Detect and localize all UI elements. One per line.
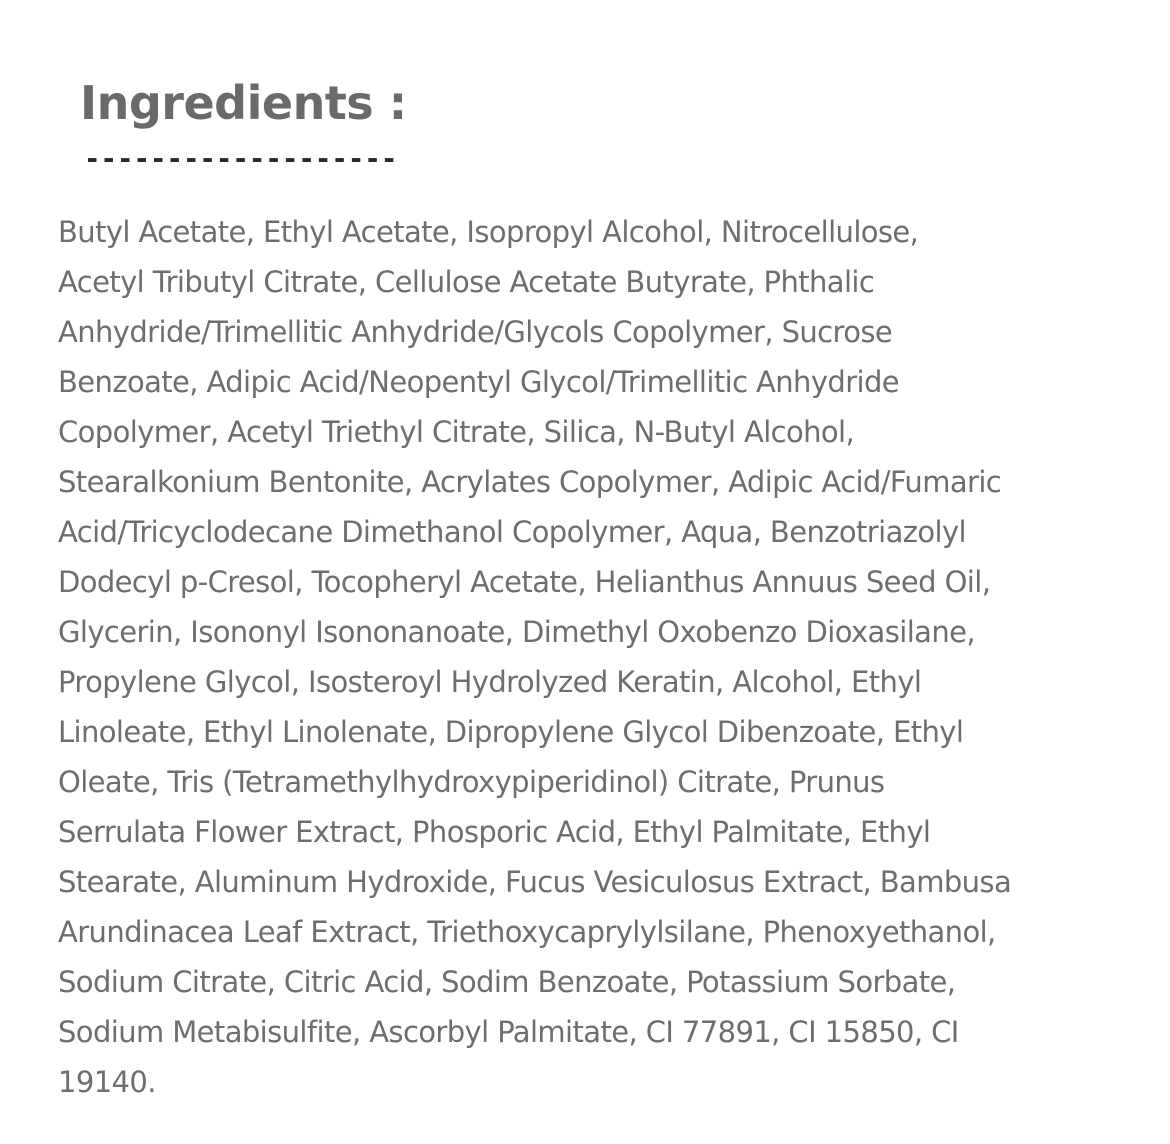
- ingredients-line: Arundinacea Leaf Extract, Triethoxycaprylylsilane, Phenoxyethanol,: [58, 915, 996, 949]
- ingredients-line: Benzoate, Adipic Acid/Neopentyl Glycol/Trimellitic Anhydride: [58, 365, 900, 399]
- ingredients-line: Oleate, Tris (Tetramethylhydroxypiperidinol) Citrate, Prunus: [58, 765, 885, 799]
- ingredients-heading: Ingredients :: [80, 76, 407, 130]
- ingredients-line: Anhydride/Trimellitic Anhydride/Glycols Copolymer, Sucrose: [58, 315, 893, 349]
- ingredients-line: Stearalkonium Bentonite, Acrylates Copolymer, Adipic Acid/Fumaric: [58, 465, 1002, 499]
- ingredients-line: Butyl Acetate, Ethyl Acetate, Isopropyl Alcohol, Nitrocellulose,: [58, 215, 919, 249]
- ingredients-line: Propylene Glycol, Isosteroyl Hydrolyzed Keratin, Alcohol, Ethyl: [58, 665, 922, 699]
- ingredients-line: Copolymer, Acetyl Triethyl Citrate, Silica, N-Butyl Alcohol,: [58, 415, 855, 449]
- ingredients-line: Glycerin, Isononyl Isononanoate, Dimethyl Oxobenzo Dioxasilane,: [58, 615, 975, 649]
- ingredients-line: Acid/Tricyclodecane Dimethanol Copolymer, Aqua, Benzotriazolyl: [58, 515, 966, 549]
- heading-dashed-underline: -------------------: [84, 144, 398, 175]
- ingredients-line: Stearate, Aluminum Hydroxide, Fucus Vesiculosus Extract, Bambusa: [58, 865, 1012, 899]
- ingredients-line: Dodecyl p-Cresol, Tocopheryl Acetate, Helianthus Annuus Seed Oil,: [58, 565, 991, 599]
- ingredients-line: Acetyl Tributyl Citrate, Cellulose Acetate Butyrate, Phthalic: [58, 265, 875, 299]
- ingredients-line: Sodium Metabisulfite, Ascorbyl Palmitate, CI 77891, CI 15850, CI: [58, 1015, 959, 1049]
- ingredients-line: Linoleate, Ethyl Linolenate, Dipropylene Glycol Dibenzoate, Ethyl: [58, 715, 964, 749]
- ingredients-line: Serrulata Flower Extract, Phosporic Acid, Ethyl Palmitate, Ethyl: [58, 815, 931, 849]
- ingredients-list: [58, 207, 1120, 1107]
- ingredients-line: Sodium Citrate, Citric Acid, Sodim Benzoate, Potassium Sorbate,: [58, 965, 956, 999]
- ingredients-line: 19140.: [58, 1065, 156, 1099]
